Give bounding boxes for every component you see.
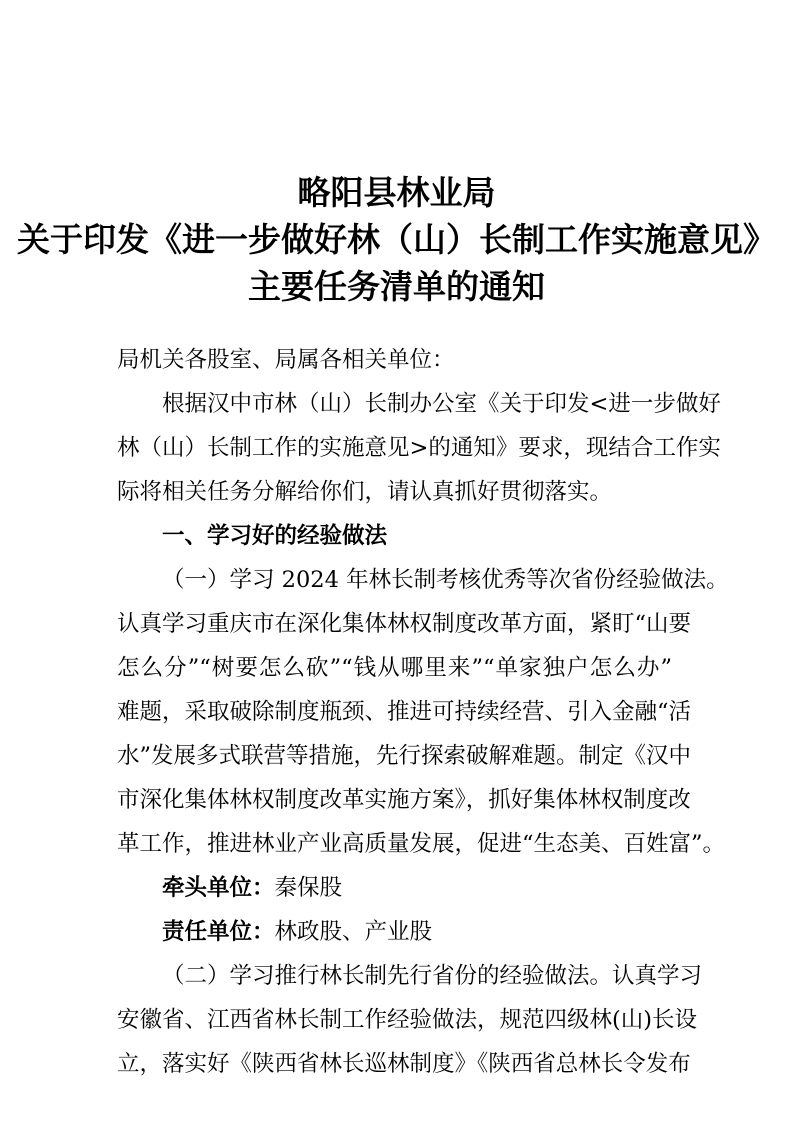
responsible-unit-value: 林政股、产业股 — [274, 919, 433, 945]
item-2-line-3: 立，落实好《陕西省林长巡林制度》《陕西省总林长令发布 — [117, 1051, 691, 1077]
document-title-line-1: 略阳县林业局 — [297, 173, 496, 212]
item-1-line-3: 怎么分”“树要怎么砍”“钱从哪里来”“单家独户怎么办” — [117, 655, 672, 681]
item-1-line-6: 市深化集体林权制度改革实施方案》，抓好集体林权制度改 — [117, 787, 691, 813]
item-1-lead-unit — [162, 873, 342, 903]
intro-line-3: 际将相关任务分解给你们，请认真抓好贯彻落实。 — [117, 479, 613, 505]
intro-line-2: 林（山）长制工作的实施意见>的通知》要求，现结合工作实 — [117, 435, 721, 461]
lead-unit-label: 牵头单位： — [162, 875, 275, 901]
item-1-line-1: （一）学习 2024 年林长制考核优秀等次省份经验做法。 — [162, 567, 729, 593]
item-1-line-5: 水”发展多式联营等措施，先行探索破解难题。制定《汉中 — [117, 743, 692, 769]
item-2-line-1: （二）学习推行林长制先行省份的经验做法。认真学习 — [162, 963, 703, 989]
item-1-responsible-unit — [162, 917, 432, 947]
document-title-line-3: 主要任务清单的通知 — [248, 267, 545, 306]
section-1-heading: 一、学习好的经验做法 — [162, 523, 388, 549]
item-1-line-4: 难题，采取破除制度瓶颈、推进可持续经营、引入金融“活 — [117, 699, 692, 725]
item-1-line-7: 革工作，推进林业产业高质量发展，促进“生态美、百姓富”。 — [117, 831, 726, 857]
salutation: 局机关各股室、局属各相关单位： — [117, 347, 455, 373]
intro-line-1: 根据汉中市林（山）长制办公室《关于印发<进一步做好 — [162, 391, 721, 417]
item-1-line-2: 认真学习重庆市在深化集体林权制度改革方面，紧盯“山要 — [117, 611, 692, 637]
lead-unit-value: 秦保股 — [274, 875, 343, 901]
responsible-unit-label: 责任单位： — [162, 919, 275, 945]
document-title-line-2: 关于印发《进一步做好林（山）长制工作实施意见》 — [17, 220, 776, 259]
item-2-line-2: 安徽省、江西省林长制工作经验做法，规范四级林(山)长设 — [117, 1007, 698, 1033]
